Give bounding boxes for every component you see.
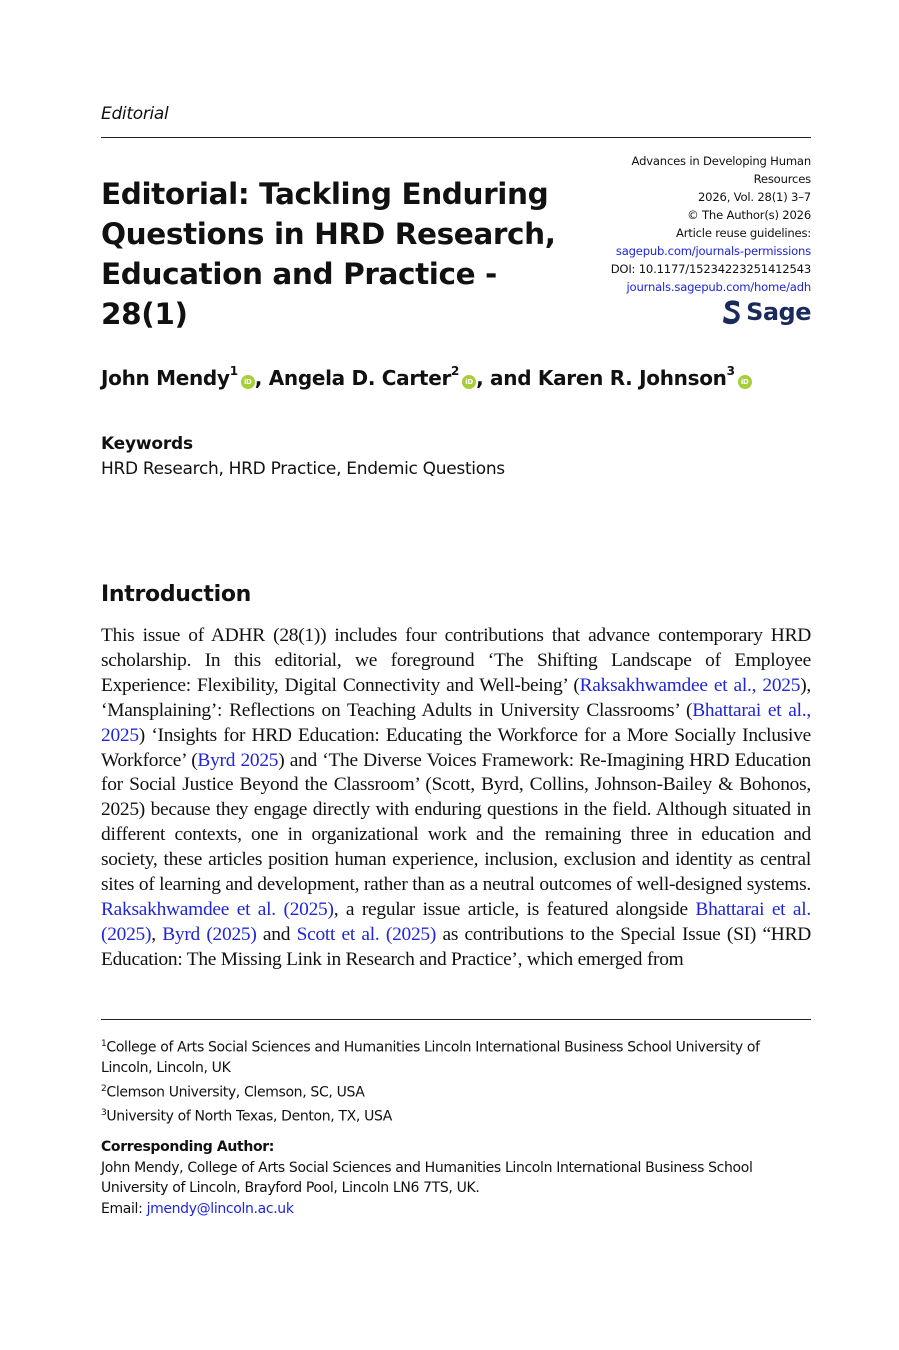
footnote-mark: 3: [101, 1107, 107, 1118]
author-separator: ,: [254, 366, 269, 390]
reuse-label: Article reuse guidelines:: [675, 226, 811, 240]
citation-link[interactable]: Bhattarai et al., 2025: [101, 699, 811, 746]
journal-info: [571, 152, 811, 296]
orcid-icon[interactable]: iD: [738, 375, 752, 389]
sage-wordmark: Sage: [746, 298, 811, 326]
affiliation-mark: 1: [229, 364, 238, 379]
paragraph-text: ), ‘Mansplaining’: Reflections on Teaching Adults in University Classrooms’ (: [101, 674, 811, 721]
email-label: Email:: [101, 1200, 147, 1217]
footnote-divider: [101, 1019, 811, 1020]
citation-link[interactable]: Raksakhwamdee et al., 2025: [579, 674, 801, 696]
doi: DOI: 10.1177/15234223251412543: [610, 262, 811, 276]
copyright: © The Author(s) 2026: [687, 208, 811, 222]
author-separator: , and: [476, 366, 538, 390]
email-link[interactable]: jmendy@lincoln.ac.uk: [146, 1200, 294, 1217]
permissions-link[interactable]: sagepub.com/journals-permissions: [615, 244, 811, 258]
corresponding-author-label: Corresponding Author:: [101, 1139, 275, 1155]
affiliation-footnote: [101, 1103, 813, 1127]
citation: 2026, Vol. 28(1) 3–7: [697, 190, 811, 204]
keywords-list: HRD Research, HRD Practice, Endemic Questions: [101, 459, 505, 479]
author-name: John Mendy: [101, 366, 230, 390]
author-name: Karen R. Johnson: [537, 366, 727, 390]
corresponding-author: [101, 1137, 813, 1219]
orcid-icon[interactable]: iD: [462, 375, 476, 389]
affiliation-footnote: [101, 1034, 813, 1079]
section-heading-introduction: Introduction: [101, 582, 252, 607]
introduction-paragraph: [101, 624, 811, 973]
corresponding-author-address: John Mendy, College of Arts Social Sciences and Humanities Lincoln International Business School University of Lincoln, Brayford Pool, Lincoln LN6 7TS, UK.: [101, 1159, 753, 1196]
footnote-mark: 1: [101, 1039, 107, 1049]
footnote-text: University of North Texas, Denton, TX, USA: [106, 1108, 393, 1125]
affiliation-footnotes: [101, 1034, 813, 1127]
paragraph-text: as contributions to the Special Issue (SI) “HRD Education: The Missing Link in Research and Practice’, which emerged from: [101, 923, 811, 970]
footnote-text: College of Arts Social Sciences and Humanities Lincoln International Business School University of Lincoln, Lincoln, UK: [101, 1039, 760, 1077]
article-title: Editorial: Tackling Enduring Questions in HRD Research, Education and Practice - 28(1): [101, 177, 556, 331]
affiliation-mark: 3: [726, 364, 735, 379]
header-divider: [101, 137, 811, 138]
orcid-icon[interactable]: iD: [241, 375, 255, 389]
footnote-text: Clemson University, Clemson, SC, USA: [106, 1084, 365, 1101]
author-name: Angela D. Carter: [268, 366, 452, 390]
journal-home-link[interactable]: journals.sagepub.com/home/adh: [626, 280, 811, 294]
corresponding-author-email-line: [101, 1199, 813, 1220]
journal-name: Advances in Developing Human: [631, 154, 811, 168]
running-head: Editorial: [101, 104, 169, 124]
citation-link[interactable]: Byrd (2025): [162, 923, 257, 945]
citation-link[interactable]: Byrd 2025: [197, 749, 279, 771]
paragraph-text: and: [256, 923, 297, 945]
keywords-label: Keywords: [101, 434, 193, 454]
sage-s-icon: [722, 299, 742, 325]
paragraph-text: This issue of ADHR (28(1)) includes four contributions that advance contemporary HRD scholarship. In this editorial, we foreground ‘The Shifting Landscape of Employee Experience: Flexibility, Digital Connectivity and Well-being’ (: [101, 625, 811, 696]
affiliation-footnote: [101, 1079, 813, 1103]
affiliation-mark: 2: [451, 364, 460, 379]
paragraph-text: , a regular issue article, is featured alongside: [333, 898, 696, 920]
citation-link[interactable]: Scott et al. (2025): [296, 923, 437, 945]
citation-link[interactable]: Raksakhwamdee et al. (2025): [101, 898, 334, 920]
paragraph-text: ,: [151, 923, 163, 945]
author-list: [101, 366, 752, 390]
sage-logo: [722, 298, 811, 326]
citation-link[interactable]: Bhattarai et al. (2025): [101, 898, 811, 945]
footnote-mark: 2: [101, 1083, 107, 1094]
journal-name-continued: Resources: [753, 172, 811, 186]
paragraph-text: ) ‘Insights for HRD Education: Educating the Workforce for a More Socially Inclusive Workforce’ (: [101, 724, 811, 771]
paragraph-text: ) and ‘The Diverse Voices Framework: Re-Imagining HRD Education for Social Justice Beyond the Classroom’ (Scott, Byrd, Collins, Johnson-Bailey & Bohonos, 2025) because they engage directly with enduring questions in the field. Although situated in different contexts, one in organizational work and the remaining three in education and society, these articles position human experience, inclusion, exclusion and identity as central sites of learning and development, rather than as a neutral outcomes of well-designed systems.: [101, 749, 811, 896]
